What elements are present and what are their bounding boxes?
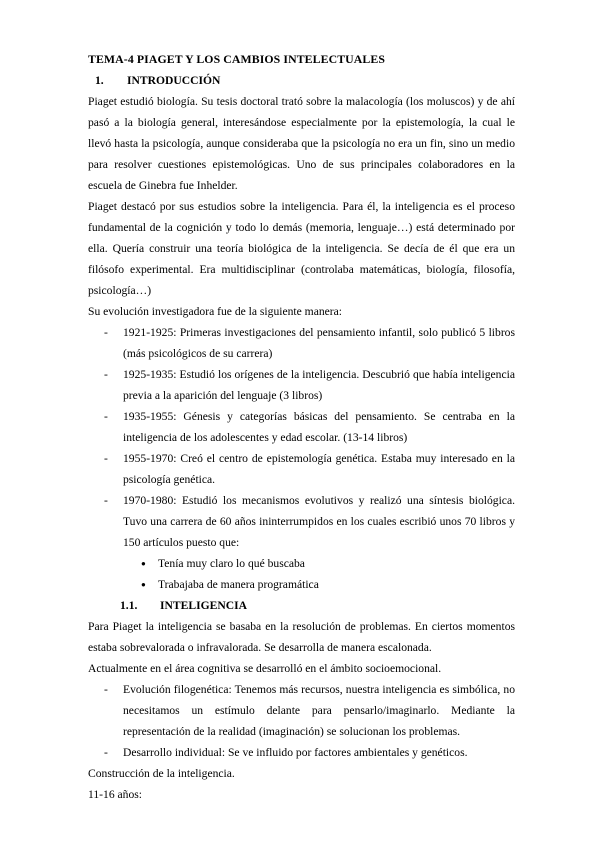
list-item-text: Evolución filogenética: Tenemos más recursos, nuestra inteligencia es simbólica, no necesitamos un estímulo delante para pensarlo/imaginarlo. Mediante la representación de la realidad (imaginación) se solucionan los problemas. xyxy=(123,683,515,738)
list-item-text: 1970-1980: Estudió los mecanismos evolutivos y realizó una síntesis biológica. Tuvo una carrera de 60 años ininterrumpidos en los cuales escribió unos 70 libros y 150 artículos puesto que: xyxy=(123,494,515,549)
intelligence-list xyxy=(88,679,515,763)
evolution-intro: Su evolución investigadora fue de la siguiente manera: xyxy=(88,305,343,318)
section-label: INTELIGENCIA xyxy=(160,599,247,612)
construction-line: Construcción de la inteligencia. xyxy=(88,767,235,780)
list-item-text: 1925-1935: Estudió los orígenes de la inteligencia. Descubrió que había inteligencia previa a la aparición del lenguaje (3 libros) xyxy=(123,368,515,402)
document-body xyxy=(88,49,515,805)
dash-marker: - xyxy=(104,683,108,696)
list-item xyxy=(88,742,515,763)
list-item xyxy=(88,406,515,448)
document-title: TEMA-4 PIAGET Y LOS CAMBIOS INTELECTUALES xyxy=(88,52,386,66)
dash-marker: - xyxy=(104,494,108,507)
section-number: 1.1. xyxy=(120,599,138,612)
dash-marker: - xyxy=(104,410,108,423)
evolution-list xyxy=(88,322,515,553)
section-number: 1. xyxy=(95,74,104,87)
section-heading-inteligencia xyxy=(88,595,515,616)
intro-paragraph-2: Piaget destacó por sus estudios sobre la inteligencia. Para él, la inteligencia es el proceso fundamental de la cognición y todo lo demás (memoria, lenguaje…) está determinado por ella. Quería construir una teoría biológica de la inteligencia. Se decía de él que era un filósofo experimental. Era multidisciplinar (controlaba matemáticas, biología, filosofía, psicología…) xyxy=(88,200,515,297)
list-item-text: Desarrollo individual: Se ve influido por factores ambientales y genéticos. xyxy=(123,746,468,759)
intelligence-paragraph-1: Para Piaget la inteligencia se basaba en la resolución de problemas. En ciertos momentos estaba sobrevalorada o infravalorada. Se desarrolla de manera escalonada. xyxy=(88,620,515,654)
list-item-text: 1955-1970: Creó el centro de epistemología genética. Estaba muy interesado en la psicología genética. xyxy=(123,452,515,486)
age-range-line: 11-16 años: xyxy=(88,788,142,801)
list-item-text: 1921-1925: Primeras investigaciones del pensamiento infantil, solo publicó 5 libros (más psicológicos de su carrera) xyxy=(123,326,515,360)
list-item xyxy=(88,553,515,574)
list-item-text: 1935-1955: Génesis y categorías básicas del pensamiento. Se centraba en la inteligencia de los adolescentes y edad escolar. (13-14 libros) xyxy=(123,410,515,444)
dash-marker: - xyxy=(104,326,108,339)
dash-marker: - xyxy=(104,452,108,465)
list-item-text: Trabajaba de manera programática xyxy=(158,578,319,591)
section-label: INTRODUCCIÓN xyxy=(127,74,221,87)
bullet-icon: ● xyxy=(141,559,146,568)
list-item xyxy=(88,364,515,406)
dash-marker: - xyxy=(104,746,108,759)
intro-paragraph-1: Piaget estudió biología. Su tesis doctoral trató sobre la malacología (los moluscos) y de ahí pasó a la biología general, interesándose especialmente por la epistemología, la cual le llevó hasta la psicología, aunque consideraba que la psicología no era un fin, sino un medio para resolver cuestiones epistemológicas. Uno de sus principales colaboradores en la escuela de Ginebra fue Inhelder. xyxy=(88,95,515,192)
dash-marker: - xyxy=(104,368,108,381)
list-item xyxy=(88,490,515,553)
list-item xyxy=(88,322,515,364)
sub-bullet-list xyxy=(88,553,515,595)
list-item xyxy=(88,448,515,490)
bullet-icon: ● xyxy=(141,580,146,589)
intelligence-paragraph-2: Actualmente en el área cognitiva se desarrolló en el ámbito socioemocional. xyxy=(88,662,442,675)
section-heading-introduccion xyxy=(88,70,515,91)
list-item xyxy=(88,679,515,742)
list-item xyxy=(88,574,515,595)
list-item-text: Tenía muy claro lo qué buscaba xyxy=(158,557,305,570)
